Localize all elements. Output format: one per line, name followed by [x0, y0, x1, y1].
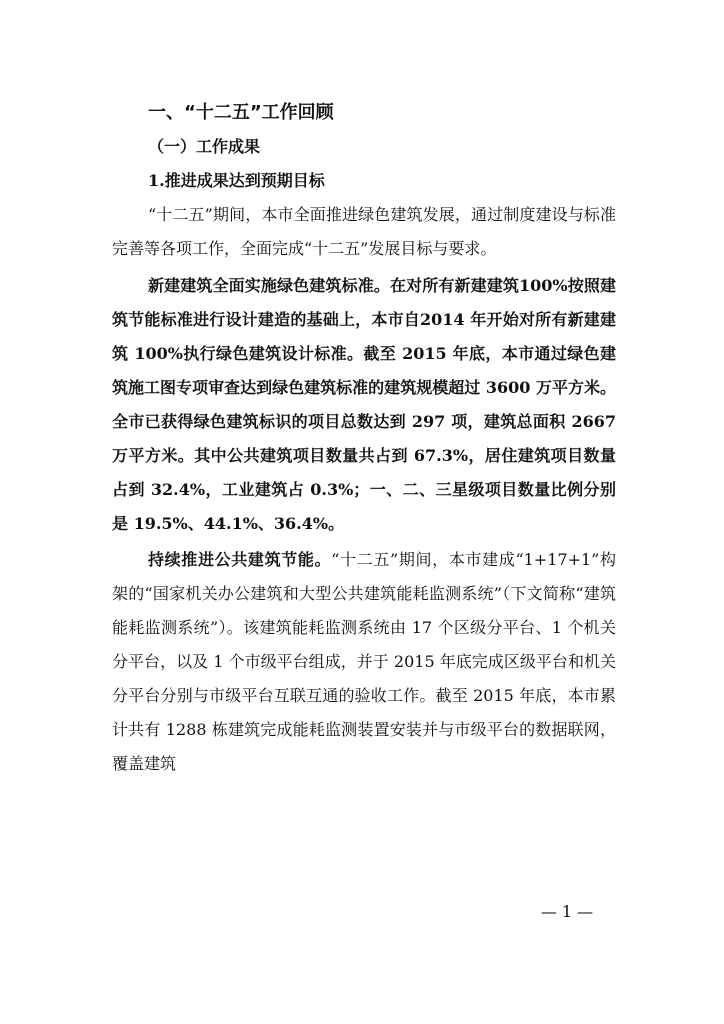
subsection-heading: （一）工作成果: [148, 137, 261, 156]
item-heading: 1.推进成果达到预期目标: [148, 171, 325, 190]
document-body: [112, 96, 616, 781]
paragraph-body-text: “十二五”期间，本市建成“1+17+1”构架的“国家机关办公建筑和大型公共建筑能耗监测系统”（下文简称“建筑能耗监测系统”）。该建筑能耗监测系统由 17 个区级分平台、1 个机关分平台，以及 1 个市级平台组成，并于 2015 年底完成区级平台和机关分平台分别与市级平台互联互通的验收工作。截至 2015 年底，本市累计共有 1288 栋建筑完成能耗监测装置安装并与市级平台的数据联网，覆盖建筑: [112, 550, 616, 773]
paragraph-public-building: [112, 543, 616, 781]
paragraph-lead-bold: 持续推进公共建筑节能。: [148, 550, 332, 569]
page-number: — 1 —: [540, 902, 594, 921]
paragraph-green-building: 新建建筑全面实施绿色建筑标准。在对所有新建建筑100%按照建筑节能标准进行设计建造的基础上，本市自2014 年开始对所有新建建筑 100%执行绿色建筑设计标准。截至 2015 年底，本市通过绿色建筑施工图专项审查达到绿色建筑标准的建筑规模超过 3600 万平方米。全市已获得绿色建筑标识的项目总数达到 297 项，建筑总面积 2667 万平方米。其中公共建筑项目数量共占到 67.3%，居住建筑项目数量占到 32.4%，工业建筑占 0.3%；一、二、三星级项目数量比例分别是 19.5%、44.1%、36.4%。: [112, 276, 616, 533]
paragraph-overview: “十二五”期间，本市全面推进绿色建筑发展，通过制度建设与标准完善等各项工作，全面完成“十二五”发展目标与要求。: [112, 205, 616, 258]
section-heading: 一、“十二五”工作回顾: [148, 102, 334, 123]
